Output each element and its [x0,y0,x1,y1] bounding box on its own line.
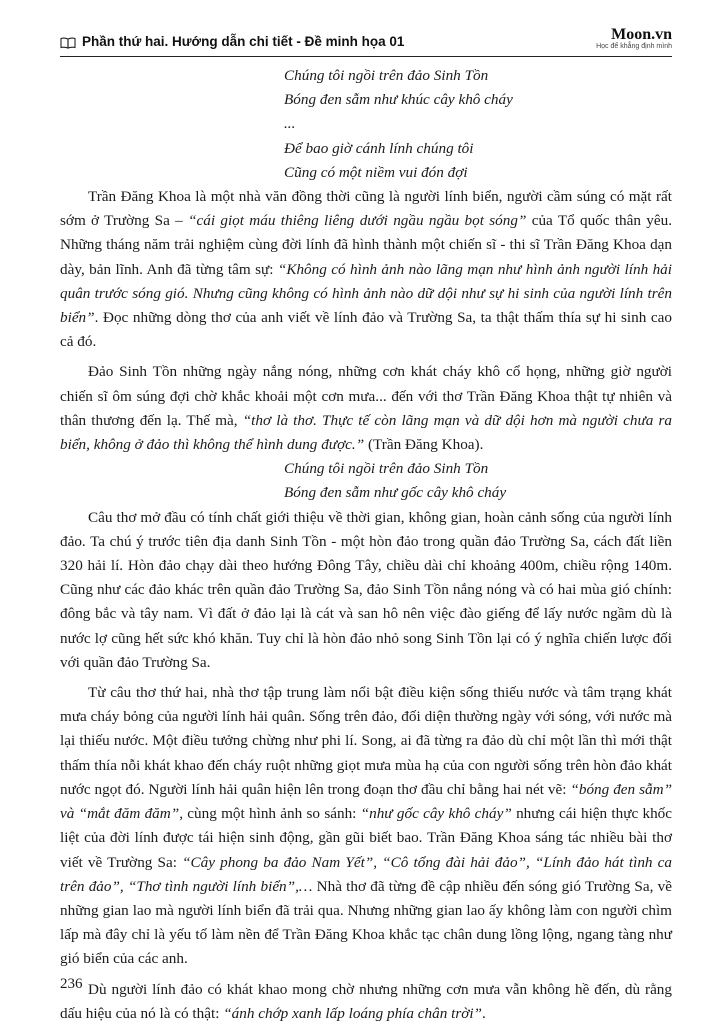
paragraph-4 [60,681,672,971]
verse-line: Bóng đen sẫm như gốc cây khô cháy [284,484,507,502]
open-book-icon [60,37,76,49]
text-run: Đảo Sinh Tồn những ngày nắng nóng, những cơn khát cháy khô cổ họng, những giờ người chiến sĩ ôm súng đợi chờ khắc khoải một cơn mưa... đến với thơ Trần Đăng Khoa thật tự nhiên và thân thương đến lạ. Thế mà, [60,363,672,429]
text-run: , cùng một hình ảnh so sánh: [179,805,361,823]
text-run: nhưng cái hiện thực khốc liệt của đời lính được tái hiện sinh động, gần gũi biết bao. Trần Đăng Khoa sáng tác nhiều bài thơ viết về Trường Sa: [60,805,673,871]
paragraph-2 [60,360,672,457]
brand-logo [596,26,672,50]
verse-line: Bóng đen sẫm như khúc cây khô cháy [284,91,513,109]
verse-line: Để bao giờ cánh lính chúng tôi [284,139,474,157]
quote-run: “cái giọt máu thiêng liêng dưới ngầu ngầu bọt sóng” [188,212,527,230]
page-header [60,22,672,62]
paragraph-3: Câu thơ mở đầu có tính chất giới thiệu về thời gian, không gian, hoàn cảnh sống của người lính đảo. Ta chú ý trước tiên địa danh Sinh Tồn - một hòn đảo trong quần đảo Trường Sa, cách đất liền 320 hải lí. Hòn đảo chạy dài theo hướng Đông Tây, chiều dài chỉ khoảng 400m, chiều rộng 140m. Cũng như các đảo khác trên quần đảo Trường Sa, đảo Sinh Tồn nắng nóng và có hai mùa gió chính: đông bắc và tây nam. Vì đất ở đảo lại là cát và san hô nên việc đào giếng để lấy nước ngầm dù là nước lợ cũng hết sức khó khăn. Tuy chỉ là hòn đảo nhỏ song Sinh Tồn lại có ý nghĩa chiến lược đối với quần đảo Trường Sa. [60,508,672,671]
header-title: Phần thứ hai. Hướng dẫn chi tiết - Đề minh họa 01 [82,34,405,49]
quote-run: “bóng đen sẫm” và “mắt đăm đăm” [60,780,673,823]
text-run: . Đọc những dòng thơ của anh viết về lính đảo và Trường Sa, ta thật thấm thía sự hi sinh cao cả đó. [60,309,672,351]
quote-run: “như gốc cây khô cháy” [360,805,512,823]
page-number: 236 [60,976,83,992]
paragraph-1 [60,185,672,354]
text-run: Từ câu thơ thứ hai, nhà thơ tập trung làm nổi bật điều kiện sống thiếu nước và tâm trạng khát mưa cháy bỏng của người lính hải quân. Sống trên đảo, đối diện thường ngày với sóng, với nước mà lại thiếu nước. Một điều tưởng chừng như phi lí. Song, ai đã từng ra đảo dù chỉ một lần thì mới thật thấm thía nỗi khát khao đến cháy ruột những giọt mưa mùa hạ của con người sống trên hòn đảo khát nước ngọt đó. Người lính hải quân hiện lên trong đoạn thơ đầu chỉ bằng hai nét vẽ: [60,684,672,798]
quote-run: “Cây phong ba đảo Nam Yết”, “Cô tổng đài hải đảo”, “Lính đảo hát tình ca trên đảo”, “Thơ tình người lính biển”,… [60,853,672,895]
header-divider [60,56,672,57]
quote-run: “thơ là thơ. Thực tế còn lãng mạn và dữ dội hơn mà người chưa ra biển, không ở đảo thì không thể hình dung được.” [60,411,672,454]
verse-line: ... [284,115,296,133]
brand-name: Moon.vn [611,26,672,43]
text-run: Dù người lính đảo có khát khao mong chờ nhưng những cơn mưa vẫn không hề đến, dù rằng dấu hiệu của nó là có thật: [60,980,672,1022]
text-run: Trần Đăng Khoa là một nhà văn đồng thời cũng là người lính biển, người cầm súng có mặt rất sớm ở Trường Sa – [60,188,672,230]
brand-slogan: Học để khẳng định mình [596,43,672,50]
quote-run: “ánh chớp xanh lấp loáng phía chân trời” [223,1004,483,1022]
quote-run: “Không có hình ảnh nào lãng mạn như hình ảnh người lính hải quân trước sóng gió. Nhưng cũng không có hình ảnh nào dữ dội như sự hi sinh của người lính trên biển” [60,260,672,327]
verse-line: Chúng tôi ngồi trên đảo Sinh Tồn [284,460,489,478]
text-run: (Trần Đăng Khoa). [364,436,484,454]
text-run: của Tổ quốc thân yêu. Những tháng năm trải nghiệm cùng đời lính đã hình thành một chiến sĩ - thi sĩ Trần Đăng Khoa dạn dày, bản lĩnh. Anh đã từng tâm sự: [60,212,672,278]
text-run: Nhà thơ đã từng đề cập nhiều đến sóng gió Trường Sa, về những gian lao mà người lính biển đã trải qua. Nhưng những gian lao ấy không làm con người chìm lấp mà đây chỉ là yếu tố làm nền để Trần Đăng Khoa khắc tạc chân dung lồng lộng, ngang tàng như gió biển của các anh. [60,877,672,968]
verse-line: Cũng có một niềm vui đón đợi [284,163,468,181]
main-content [60,64,672,1026]
verse-line: Chúng tôi ngồi trên đảo Sinh Tồn [284,67,489,84]
text-run: . [482,1004,486,1022]
paragraph-5 [60,978,672,1026]
